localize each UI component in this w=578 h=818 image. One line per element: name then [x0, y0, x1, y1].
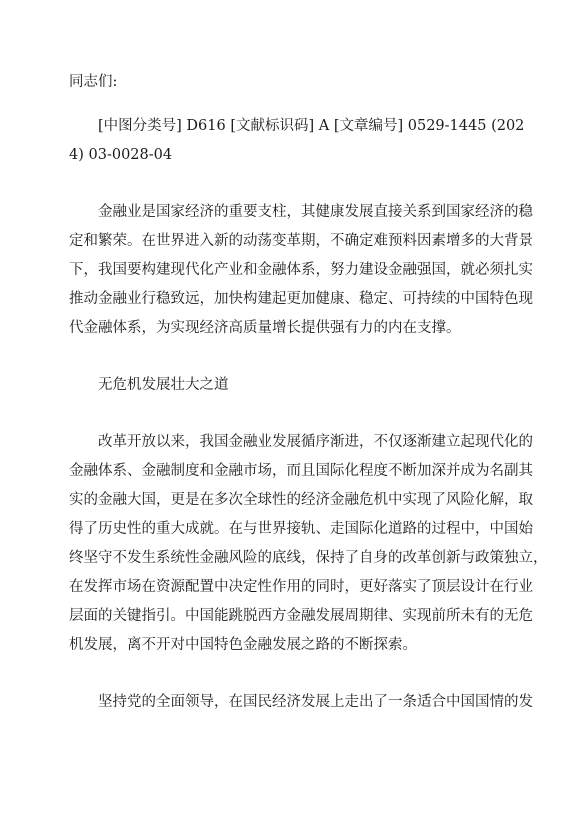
paragraph-line: 金融业是国家经济的重要支柱，其健康发展直接关系到国家经济的稳: [98, 204, 533, 220]
paragraph-line: 终坚守不发生系统性金融风险的底线，保持了自身的改革创新与政策独立，: [69, 550, 548, 566]
paragraph-line: 代金融体系，为实现经济高质量增长提供强有力的内在支撑。: [69, 320, 461, 336]
paragraph-2: [69, 428, 548, 660]
paragraph-line: 下，我国要构建现代化产业和金融体系，努力建设金融强国，就必须扎实: [69, 262, 533, 278]
paragraph-3: [69, 688, 533, 717]
paragraph-line: 定和繁荣。在世界进入新的动荡变革期，不确定难预料因素增多的大背景: [69, 233, 533, 249]
paragraph-line: 金融体系、金融制度和金融市场，而且国际化程度不断加深并成为名副其: [69, 463, 533, 479]
classification-line-1: [中图分类号] D616 [文献标识码] A [文章编号] 0529-1445 (202: [98, 118, 525, 134]
paragraph-line: 在发挥市场在资源配置中决定性作用的同时，更好落实了顶层设计在行业: [69, 579, 533, 595]
paragraph-line: 得了历史性的重大成就。在与世界接轨、走国际化道路的过程中，中国始: [69, 521, 533, 537]
paragraph-line: 改革开放以来，我国金融业发展循序渐进，不仅逐渐建立起现代化的: [98, 434, 533, 450]
paragraph-line: 推动金融业行稳致远，加快构建起更加健康、稳定、可持续的中国特色现: [69, 291, 533, 307]
paragraph-1: [69, 198, 533, 343]
paragraph-line: 机发展，离不开对中国特色金融发展之路的不断探索。: [69, 637, 417, 653]
paragraph-line: 坚持党的全面领导，在国民经济发展上走出了一条适合中国国情的发: [98, 694, 533, 710]
paragraph-line: 实的金融大国，更是在多次全球性的经济金融危机中实现了风险化解，取: [69, 492, 533, 508]
salutation: 同志们:: [69, 74, 118, 90]
section-heading: 无危机发展壮大之道: [98, 377, 229, 393]
paragraph-line: 层面的关键指引。中国能跳脱西方金融发展周期律、实现前所未有的无危: [69, 608, 533, 624]
document-page: [69, 68, 548, 717]
classification-line-2: 4) 03-0028-04: [69, 147, 173, 163]
